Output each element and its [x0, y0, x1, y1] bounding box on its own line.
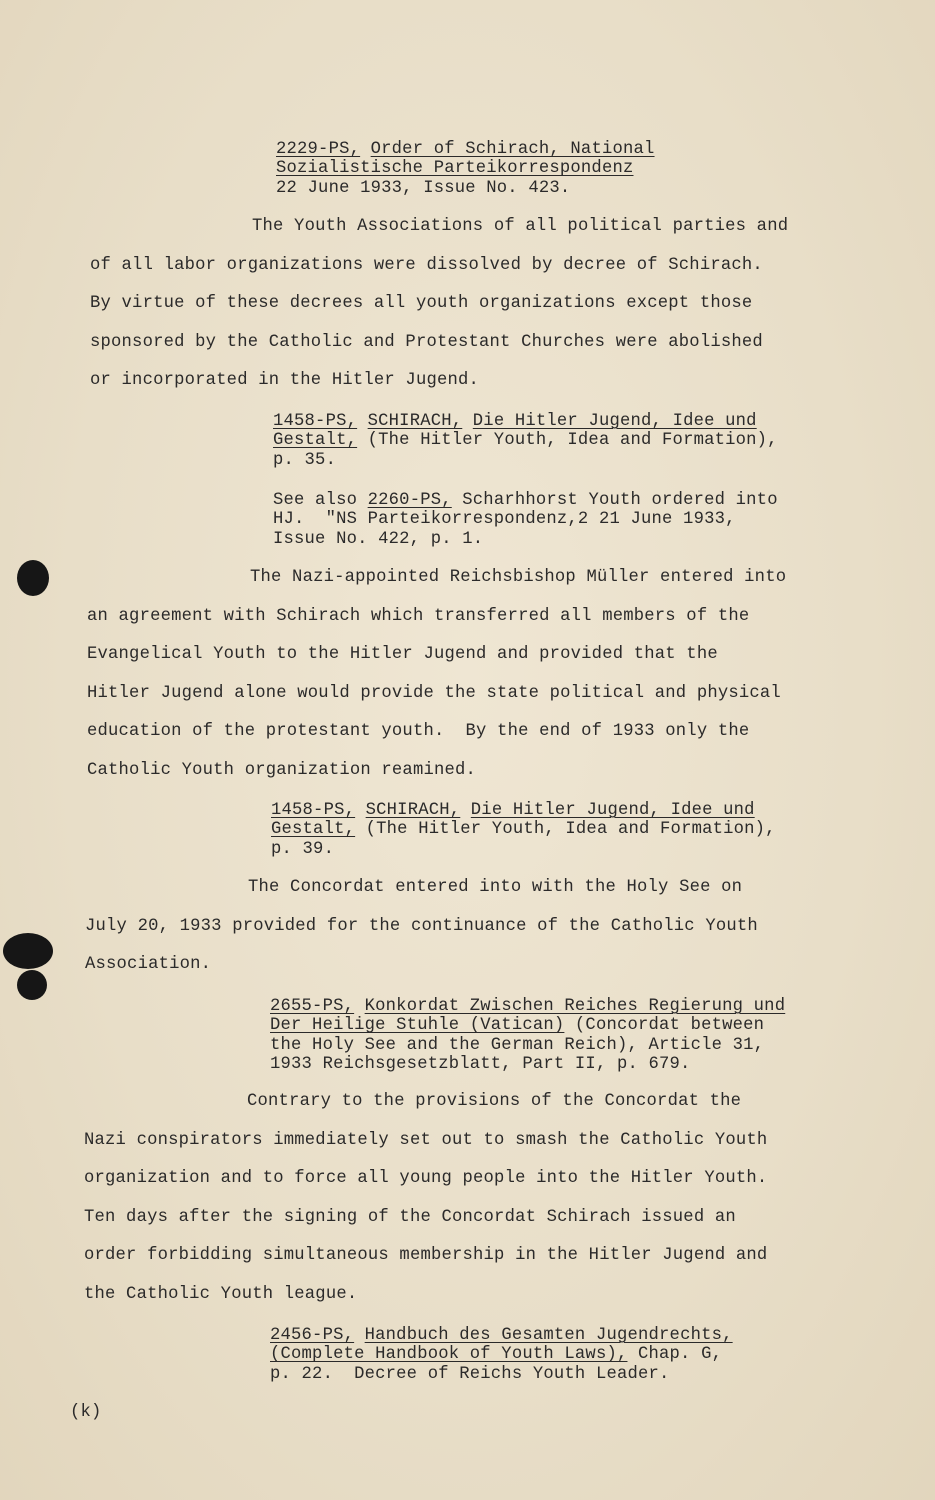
paragraph-line: Evangelical Youth to the Hitler Jugend and provided that the [87, 645, 718, 665]
citation-line: 1933 Reichsgesetzblatt, Part II, p. 679. [270, 1054, 691, 1074]
citation-page: p. 39. [271, 839, 335, 859]
citation-title-cont: (Complete Handbook of Youth Laws), [270, 1345, 628, 1365]
citation-2 [273, 491, 778, 549]
citation-rest: (Concordat between [564, 1016, 765, 1036]
citation-ref: 1458-PS, [273, 412, 358, 431]
paragraph-4 [84, 1083, 767, 1315]
citation-line: p. 22. Decree of Reichs Youth Leader. [270, 1364, 670, 1384]
citation-title-cont: Der Heilige Stuhle (Vatican) [270, 1016, 565, 1036]
citation-ref: 2456-PS, [270, 1326, 355, 1345]
citation-line: the Holy See and the German Reich), Article 31, [270, 1035, 765, 1055]
paragraph-line: Contrary to the provisions of the Concordat the [247, 1092, 742, 1111]
citation-line: HJ. "NS Parteikorrespondenz,2 21 June 1933, [273, 510, 736, 530]
paragraph-line: sponsored by the Catholic and Protestant Churches were abolished [90, 332, 763, 352]
paragraph-line: The Nazi-appointed Reichsbishop Müller entered into [250, 568, 787, 587]
paragraph-line: of all labor organizations were dissolved by decree of Schirach. [90, 255, 763, 275]
paragraph-line: Association. [85, 955, 212, 975]
paragraph-line: Nazi conspirators immediately set out to smash the Catholic Youth [84, 1130, 768, 1150]
citation-rest: (The Hitler Youth, Idea and Formation), [357, 431, 778, 451]
citation-page: p. 35. [273, 450, 337, 470]
citation-line: Issue No. 422, p. 1. [273, 529, 484, 549]
header-line3: 22 June 1933, Issue No. 423. [276, 178, 571, 198]
citation-author: SCHIRACH, [367, 412, 463, 431]
paragraph-line: Ten days after the signing of the Concordat Schirach issued an [84, 1207, 736, 1227]
citation-title-cont: Gestalt, [273, 431, 358, 451]
paragraph-line: Hitler Jugend alone would provide the state political and physical [87, 683, 781, 703]
citation-title-cont: Gestalt, [271, 820, 356, 840]
paragraph-2 [87, 559, 786, 791]
header-ref: 2229-PS, [276, 140, 361, 159]
citation-ref: 2260-PS, [367, 491, 452, 510]
citation-title: Die Hitler Jugend, Idee und [472, 412, 757, 431]
paragraph-line: the Catholic Youth league. [84, 1284, 358, 1304]
paragraph-line: The Youth Associations of all political parties and [252, 217, 789, 236]
citation-title: Handbuch des Gesamten Jugendrechts, [364, 1326, 733, 1345]
paragraph-line: The Concordat entered into with the Holy See on [248, 878, 743, 897]
punch-hole-middle [3, 933, 53, 969]
paragraph-line: organization and to force all young people into the Hitler Youth. [84, 1169, 768, 1189]
paragraph-line: Catholic Youth organization reamined. [87, 760, 477, 780]
header-citation [276, 140, 655, 198]
punch-hole-upper [17, 560, 49, 596]
header-title: Order of Schirach, National [370, 140, 655, 159]
paragraph-1 [90, 208, 788, 401]
paragraph-line: education of the protestant youth. By the end of 1933 only the [87, 722, 750, 742]
citation-4 [270, 997, 785, 1074]
paragraph-line: an agreement with Schirach which transferred all members of the [87, 606, 750, 626]
citation-title: Die Hitler Jugend, Idee und [470, 801, 755, 820]
paragraph-line: July 20, 1933 provided for the continuance of the Catholic Youth [85, 916, 758, 936]
paragraph-line: By virtue of these decrees all youth organizations except those [90, 294, 753, 314]
paragraph-line: or incorporated in the Hitler Jugend. [90, 371, 480, 391]
citation-3 [271, 801, 776, 859]
header-line2: Sozialistische Parteikorrespondenz [276, 159, 634, 179]
citation-rest: Chap. G, [627, 1345, 723, 1365]
citation-rest: Scharhhorst Youth ordered into [451, 491, 778, 510]
citation-1 [273, 412, 778, 470]
citation-rest: (The Hitler Youth, Idea and Formation), [355, 820, 776, 840]
citation-5 [270, 1326, 733, 1384]
citation-ref: 2655-PS, [270, 997, 355, 1016]
citation-title: Konkordat Zwischen Reiches Regierung und [364, 997, 786, 1016]
footer-mark: (k) [70, 1403, 102, 1422]
punch-hole-lower [17, 970, 47, 1000]
citation-ref: 1458-PS, [271, 801, 356, 820]
paragraph-3 [85, 869, 758, 985]
citation-author: SCHIRACH, [365, 801, 461, 820]
paragraph-line: order forbidding simultaneous membership in the Hitler Jugend and [84, 1246, 768, 1266]
see-also-label: See also [273, 491, 358, 510]
